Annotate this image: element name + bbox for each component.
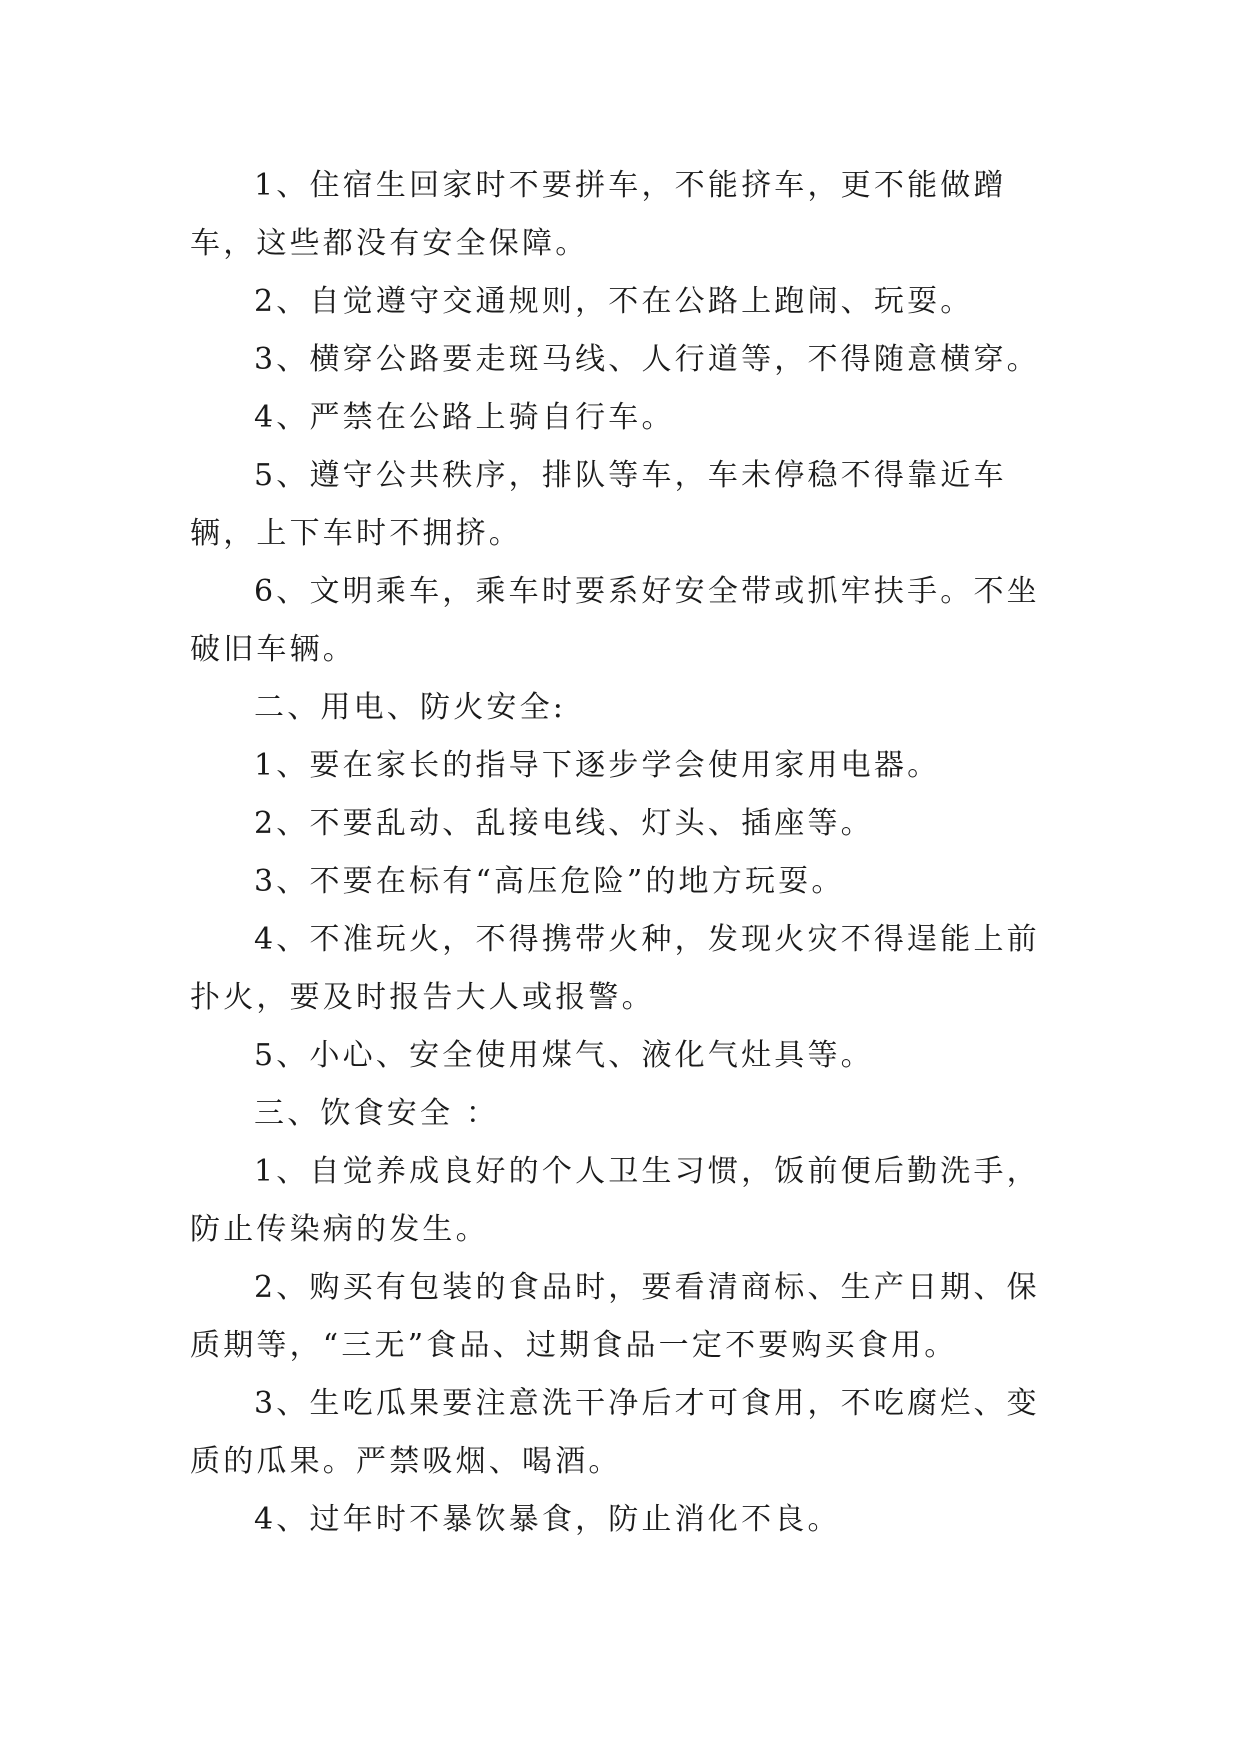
paragraph-traffic-3: 3、横穿公路要走斑马线、人行道等，不得随意横穿。: [254, 342, 1040, 377]
paragraph-traffic-6: 6、文明乘车，乘车时要系好安全带或抓牢扶手。不坐破旧车辆。: [190, 574, 1040, 667]
paragraph-food-3: 3、生吃瓜果要注意洗干净后才可食用，不吃腐烂、变质的瓜果。严禁吸烟、喝酒。: [190, 1386, 1040, 1479]
paragraph-traffic-2: 2、自觉遵守交通规则，不在公路上跑闹、玩耍。: [254, 284, 974, 319]
paragraph-traffic-4: 4、严禁在公路上骑自行车。: [254, 400, 675, 435]
paragraph-food-4: 4、过年时不暴饮暴食，防止消化不良。: [254, 1502, 841, 1537]
section-heading-electric-fire: 二、用电、防火安全:: [254, 690, 567, 725]
paragraph-electric-1: 1、要在家长的指导下逐步学会使用家用电器。: [254, 748, 941, 783]
paragraph-electric-4: 4、不准玩火，不得携带火种，发现火灾不得逞能上前扑火，要及时报告大人或报警。: [190, 922, 1040, 1015]
paragraph-electric-2: 2、不要乱动、乱接电线、灯头、插座等。: [254, 806, 874, 841]
paragraph-electric-5: 5、小心、安全使用煤气、液化气灶具等。: [254, 1038, 874, 1073]
paragraph-traffic-5: 5、遵守公共秩序，排队等车，车未停稳不得靠近车辆，上下车时不拥挤。: [190, 458, 1007, 551]
paragraph-food-2: 2、购买有包装的食品时，要看清商标、生产日期、保质期等，“三无”食品、过期食品一定不要购买食用。: [190, 1270, 1040, 1363]
document-body: [190, 157, 1050, 1549]
section-heading-food: 三、饮食安全 ：: [254, 1096, 500, 1131]
paragraph-traffic-1: 1、住宿生回家时不要拼车，不能挤车，更不能做蹭车，这些都没有安全保障。: [190, 168, 1007, 261]
paragraph-food-1: 1、自觉养成良好的个人卫生习惯，饭前便后勤洗手，防止传染病的发生。: [190, 1154, 1040, 1247]
paragraph-electric-3: 3、不要在标有“高压危险”的地方玩耍。: [254, 864, 845, 899]
